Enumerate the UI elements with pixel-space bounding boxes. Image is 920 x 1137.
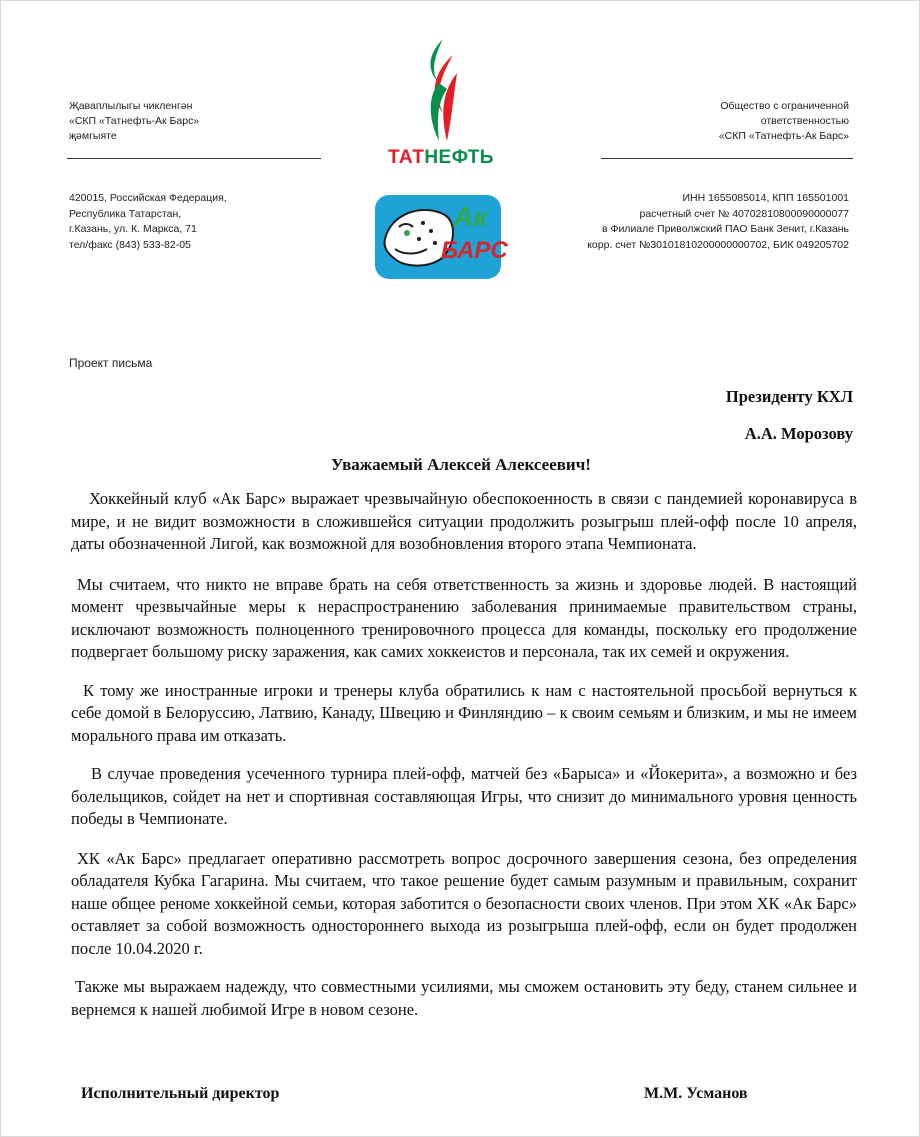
tatneft-flame-icon (413, 37, 469, 145)
draft-label: Проект письма (69, 356, 153, 370)
body-paragraph: Также мы выражаем надежду, что совместными усилиями, мы сможем остановить эту беду, станем сильнее и вернемся к нашей любимой Игре в новом сезоне. (71, 977, 857, 1019)
signature-name: М.М. Усманов (644, 1085, 748, 1102)
address-line: г.Казань, ул. К. Маркса, 71 (69, 223, 197, 235)
header-left-line: Җаваплылыгы чикленгән (69, 100, 193, 112)
ak-bars-text-bottom: БАРС (441, 237, 508, 264)
letter-body (71, 488, 857, 1021)
body-paragraph: Мы считаем, что никто не вправе брать на себя ответственность за жизнь и здоровье людей. В настоящий момент чрезвычайные меры к нераспространению заболевания принимаемые правительством страны, исключают возможность полноценного тренировочного процесса для команды, поскольку его продолжение подвергает большому риску заражения, как самих хоккеистов и персонала, так их семей и окружения. (71, 574, 857, 661)
header-left-line: «СКП «Татнефть-Ак Барс» (69, 115, 200, 127)
header-divider-left (67, 158, 321, 159)
header-divider-right (601, 158, 853, 159)
ak-bars-text-top: Ак (453, 201, 488, 232)
bank-line: расчетный счет № 40702810800090000077 (639, 207, 849, 220)
header-right-line: Общество с ограниченной (720, 100, 849, 112)
body-paragraph: В случае проведения усеченного турнира плей-офф, матчей без «Барыса» и «Йокерита», а возможно и без болельщиков, сойдет на нет и спортивная составляющая Игры, что снизит до минимального уровня ценность победы в Чемпионате. (71, 764, 857, 828)
signature-title: Исполнительный директор (81, 1085, 280, 1102)
body-paragraph: К тому же иностранные игроки и тренеры клуба обратились к нам с настоятельной просьбой вернуться к себе домой в Белоруссию, Латвию, Канаду, Швецию и Финляндию – к своим семьям и близким, и мы не имеем морального права им отказать. (71, 680, 857, 745)
bank-line: в Филиале Приволжский ПАО Банк Зенит, г.Казань (601, 223, 849, 235)
header-right-line: ответственностью (760, 115, 849, 127)
tatneft-logo (361, 37, 521, 173)
header-left-org (69, 99, 329, 144)
bank-line: корр. счет №30101810200000000702, БИК 049205702 (587, 238, 849, 251)
bank-details (519, 191, 849, 253)
bank-line: ИНН 1655085014, КПП 165501001 (682, 192, 849, 204)
address-line: Республика Татарстан, (69, 207, 182, 220)
header-left-line: җәмгыяте (69, 130, 117, 142)
ak-bars-logo (373, 193, 513, 281)
address-line: 420015, Российская Федерация, (69, 192, 227, 204)
body-paragraph: ХК «Ак Барс» предлагает оперативно рассмотреть вопрос досрочного завершения сезона, без определения обладателя Кубка Гагарина. Мы считаем, что такое решение будет самым разумным и правильным, сохранит наше общее реноме хоккейной семьи, которая заботится о безопасности своих членов. При этом ХК «Ак Барс» оставляет за собой возможность одностороннего выхода из розыгрыша плей-офф, если он будет продолжен после 10.04.2020 г. (71, 848, 857, 958)
sender-address (69, 191, 309, 253)
tatneft-wordmark: ТАТНЕФТЬ (388, 147, 494, 168)
greeting: Уважаемый Алексей Алексеевич! (331, 455, 591, 474)
body-paragraph: Хоккейный клуб «Ак Барс» выражает чрезвычайную обеспокоенность в связи с пандемией коронавируса в мире, и не видит возможности в сложившейся ситуации продолжить розыгрыш плей-офф после 10 апреля, даты обозначенной Лигой, как возможной для возобновления второго этапа Чемпионата. (71, 489, 857, 553)
header-right-org (589, 99, 849, 144)
header-right-line: «СКП «Татнефть-Ак Барс» (718, 130, 849, 142)
address-line: тел/факс (843) 533-82-05 (69, 238, 191, 251)
addressee-title: Президенту КХЛ (725, 387, 853, 406)
addressee-name: А.А. Морозову (744, 424, 853, 443)
